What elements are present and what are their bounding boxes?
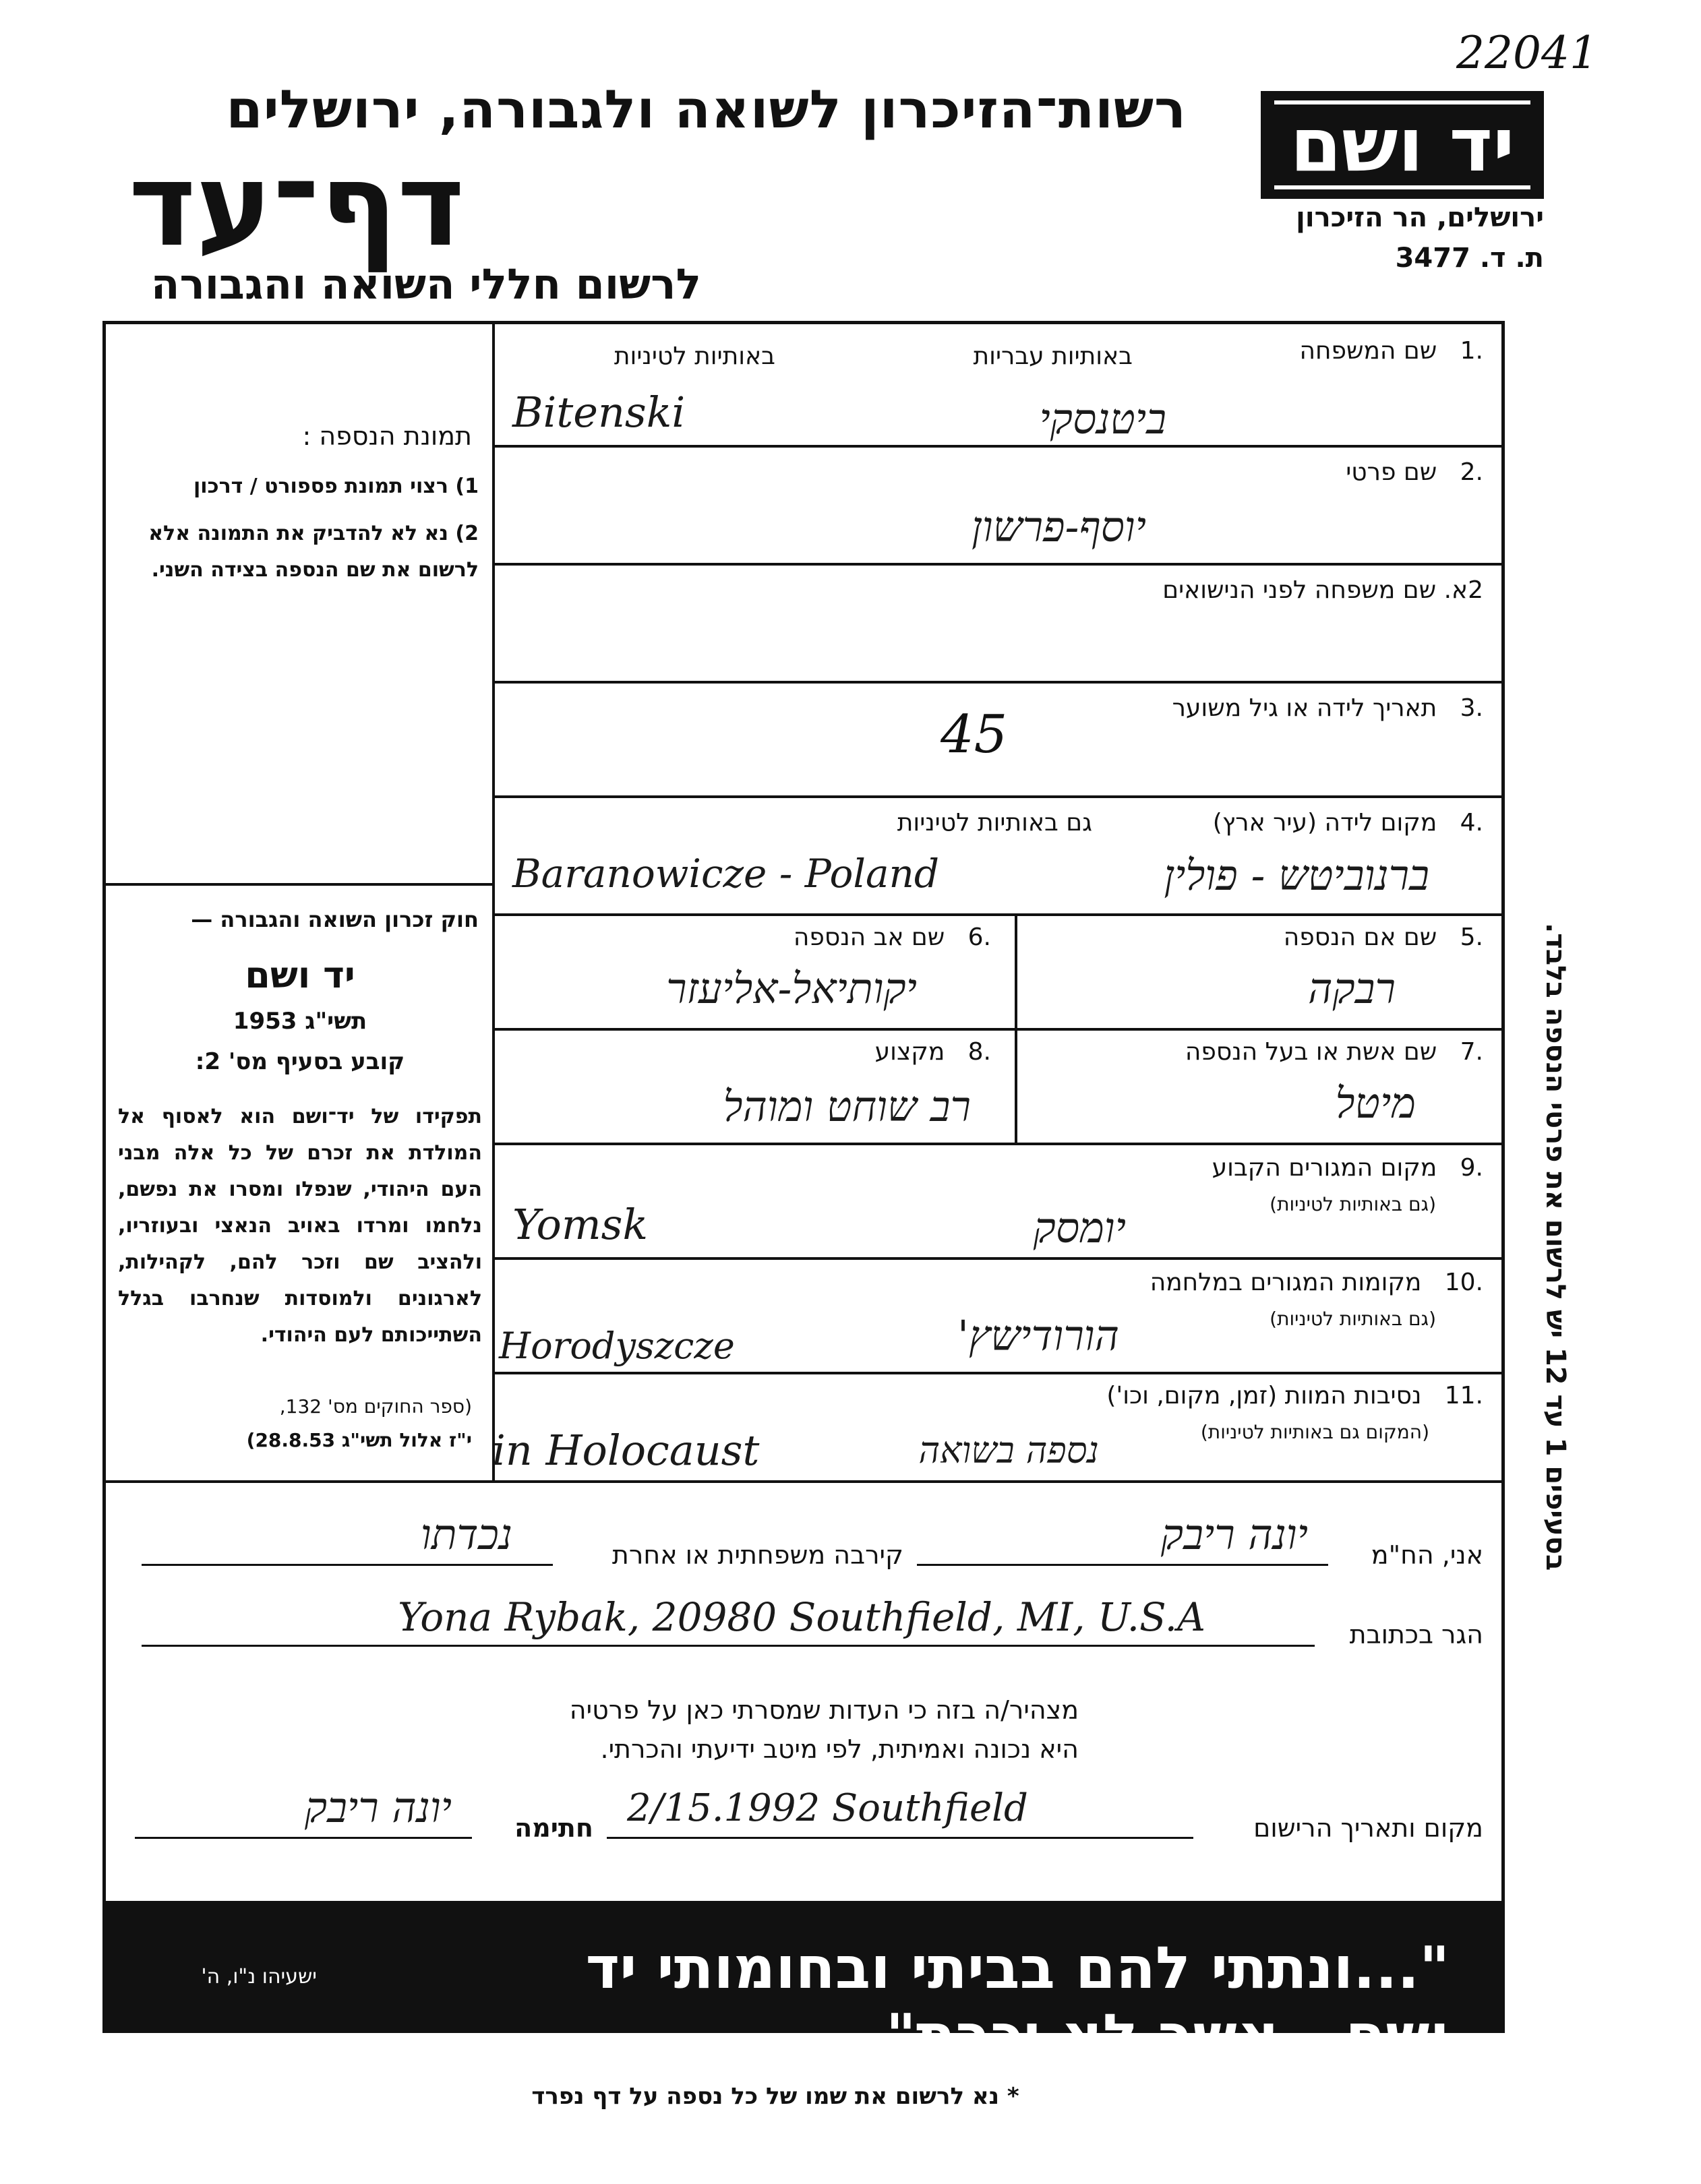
law-text: תפקידו של יד־ושם הוא לאסוף אל המולדת את זכרם של כל אלה מבני העם היהודי, שנפלו ומסרו את נפשם, נלחמו ומרדו באויב הנאצי ובעוזריו, ולהציב שם וזכר להם, לקהילות, לארגונים ולמוסדות שנחרבו בגלל השתייכותם לעם היהודי. [118,1105,482,1347]
field-11-value-hebrew[interactable]: נספה בשואה [918,1429,1099,1472]
place-date-value[interactable]: 2/15.1992 Southfield [627,1786,1028,1830]
law-reference-1: (ספר החוקים מס' 132, [279,1395,472,1418]
row-separator [492,913,1505,916]
document-number: 22041 [1456,27,1598,79]
address-line [142,1645,1315,1647]
field-6-value[interactable]: יקותיאל-אליעזר [666,964,917,1013]
relation-label: קירבה משפחתית או אחרת [611,1540,903,1570]
field-7-label: .7 שם אשת או בעל הנספה [1185,1038,1483,1066]
relation-value[interactable]: נכדתו [420,1510,512,1559]
field-10-value-latin[interactable]: Horodyszcze [499,1325,735,1367]
field-9-label: .9 מקום המגורים הקבוע [1212,1154,1483,1182]
field-9-note: (גם באותיות לטיניות) [1270,1193,1436,1215]
side-note: בסעיפים 1 עד 12 יש לרשום את פרטי הנספה בלבד. [1540,923,1571,1571]
declarant-i-label: אני, הח"מ [1371,1540,1483,1570]
yad-vashem-logo: יד ושם [1261,91,1544,199]
field-1-label: .1 שם המשפחה [1299,337,1483,365]
field-5-value[interactable]: רבקה [1308,964,1396,1013]
address-line-1: ירושלים, הר הזיכרון [1296,202,1544,233]
row-separator [492,795,1505,798]
panel-divider [492,321,495,1480]
row-separator [492,1028,1505,1031]
field-10-note: (גם באותיות לטיניות) [1270,1308,1436,1330]
law-name: יד ושם [245,954,355,996]
place-date-line [607,1837,1193,1839]
declaration-line-2: היא נכונה ואמיתית, לפי מיטב ידיעתי והכרתי. [600,1734,1079,1764]
place-date-label: מקום ותאריך הרישום [1253,1813,1483,1843]
quote-source: ישעיהו נ"ו, ה' [201,1965,317,1989]
field-4-value-latin[interactable]: Baranowicze - Poland [512,851,940,897]
latin-letters-label: באותיות לטיניות [614,342,775,370]
address-line-2: ת. ד. 3477 [1395,243,1544,274]
field-8-label: .8 מקצוע [874,1038,991,1066]
quote-text: "...ונתתי להם בביתי ובחומותי יד ושם...אשר לא יכרת" [585,1935,1450,2069]
signature-value[interactable]: יונה ריבק [304,1783,452,1832]
footnote: * נא לרשום את שמו של כל נספה על דף נפרד [531,2083,1019,2110]
field-1-value-latin[interactable]: Bitenski [512,388,686,437]
field-2-value[interactable]: יוסף-פרשון [972,502,1146,551]
form-subtitle: לרשום חללי השואה והגבורה [150,260,701,309]
name-line [917,1564,1328,1566]
organization-name: רשות־הזיכרון לשואה ולגבורה, ירושלים [226,80,1187,140]
law-clause: קובע בסעיף מס' 2: [195,1048,405,1075]
field-6-label: .6 שם אב הנספה [793,923,991,951]
field-5-label: .5 שם אם הנספה [1283,923,1483,951]
row-separator [492,1143,1505,1145]
field-1-value-hebrew[interactable]: ביטנסקי [1039,394,1166,444]
field-3-label: .3 תאריך לידה או גיל משוער [1172,694,1483,722]
field-2a-label: 2א. שם משפחה לפני הנישואים [1162,576,1483,604]
address-label: הגר בכתובת [1349,1620,1483,1649]
photo-title: תמונת הנספה : [302,421,472,451]
field-4-label: .4 מקום לידה (עיר ארץ) [1212,809,1483,837]
field-4-latin-note: גם באותיות לטיניות [897,809,1092,837]
split-divider [1015,913,1017,1143]
field-9-value-latin[interactable]: Yomsk [512,1200,649,1249]
field-11-label: .11 נסיבות המוות (זמן, מקום, וכו') [1106,1382,1483,1409]
row-separator [492,681,1505,684]
declaration-line-1: מצהיר/ה בזה כי העדות שמסרתי כאן על פרטיה [569,1695,1079,1725]
declarant-separator [102,1480,1505,1483]
photo-note-1: 1) רצוי תמונת פספורט / דרכון [193,475,479,498]
law-year: תשי"ג 1953 [233,1008,367,1035]
relation-line [142,1564,553,1566]
declarant-name-value[interactable]: יונה ריבק [1160,1510,1308,1559]
law-title: חוק זכרון השואה והגבורה — [191,907,479,932]
photo-note-2: 2) נא לא להדביק את התמונה אלא לרשום את שם הנספה בצידה השני. [148,522,479,582]
field-10-label: .10 מקומות המגורים במלחמה [1150,1269,1483,1296]
row-separator [492,445,1505,448]
row-separator [492,1372,1505,1374]
address-value[interactable]: Yona Rybak, 20980 Southfield, MI, U.S.A [398,1594,1206,1640]
field-2-label: .2 שם פרטי [1346,458,1483,486]
field-10-value-hebrew[interactable]: הורודישץ' [957,1311,1119,1360]
photo-law-divider [102,883,494,886]
signature-line [135,1837,472,1839]
field-7-value[interactable]: מיטל [1335,1079,1416,1128]
row-separator [492,563,1505,566]
field-11-note: (המקום גם באותיות לטיניות) [1200,1421,1429,1443]
field-8-value[interactable]: רב שוחט ומוהל [723,1082,971,1131]
signature-label: חתימה [514,1813,593,1843]
row-separator [492,1257,1505,1260]
form-title: דף־עד [128,139,465,272]
field-11-value-latin[interactable]: in Holocaust [492,1426,760,1475]
law-reference-2: י"ז אלול תשי"ג 28.8.53) [246,1429,472,1451]
field-3-value[interactable]: 45 [941,704,1008,765]
field-4-value-hebrew[interactable]: ברנוביטש - פולין [1164,851,1429,900]
field-9-value-hebrew[interactable]: יומסק [1033,1203,1126,1252]
hebrew-letters-label: באותיות עבריות [973,342,1133,370]
